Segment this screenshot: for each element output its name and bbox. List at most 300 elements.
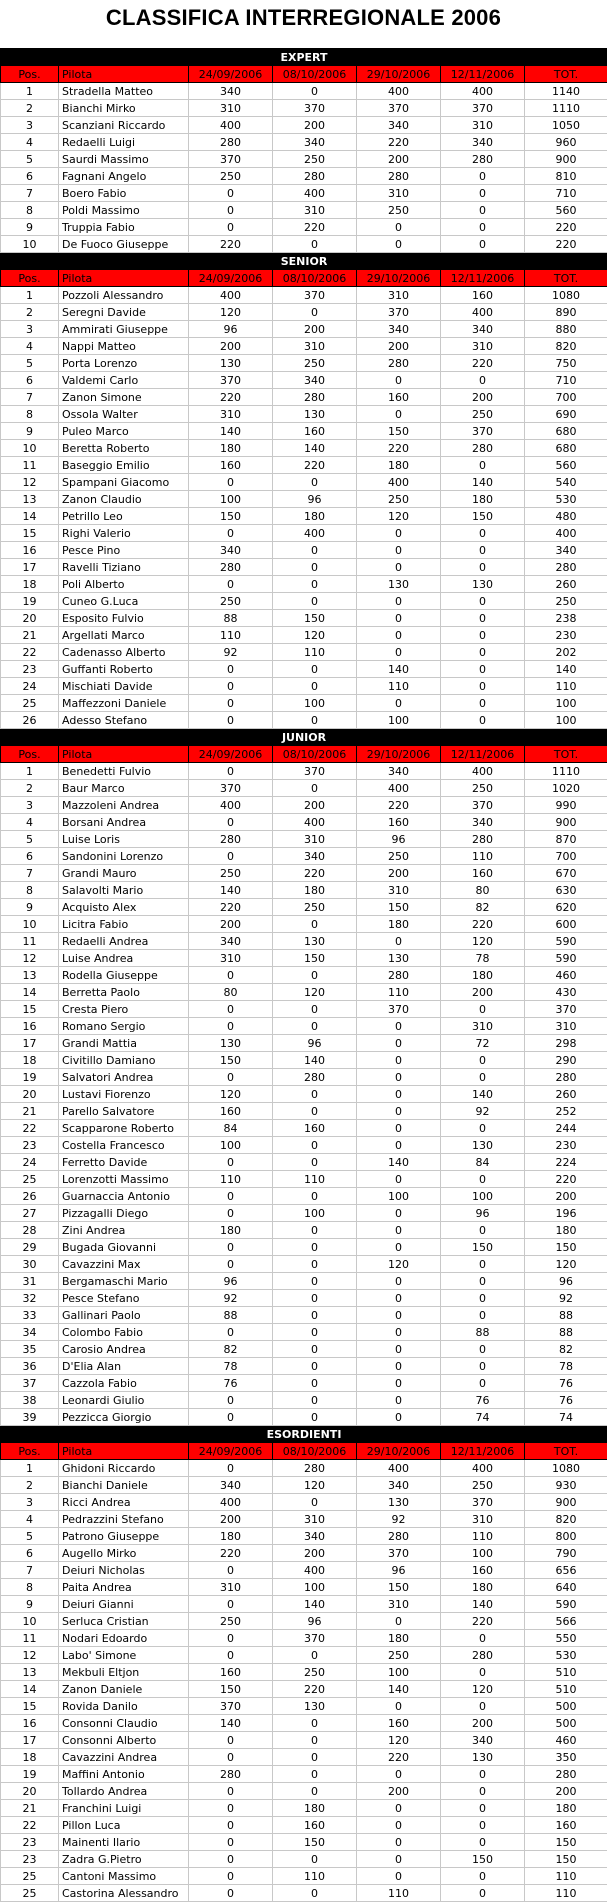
table-row xyxy=(1,1664,607,1681)
total-points-cell: 150 xyxy=(525,1239,607,1256)
race-2-points-cell: 120 xyxy=(273,984,357,1001)
total-points-cell: 298 xyxy=(525,1035,607,1052)
race-3-points-cell: 0 xyxy=(357,1120,441,1137)
total-points-cell: 220 xyxy=(525,1171,607,1188)
race-4-points-cell: 220 xyxy=(441,916,525,933)
table-row xyxy=(1,1477,607,1494)
total-points-cell: 990 xyxy=(525,797,607,814)
total-points-cell: 1110 xyxy=(525,100,607,117)
race-3-points-cell: 0 xyxy=(357,627,441,644)
driver-name-cell: Porta Lorenzo xyxy=(59,355,189,372)
race-3-points-cell: 370 xyxy=(357,1001,441,1018)
race-2-points-cell: 220 xyxy=(273,1681,357,1698)
race-2-points-cell: 200 xyxy=(273,117,357,134)
race-2-points-cell: 0 xyxy=(273,1324,357,1341)
race-4-points-cell: 280 xyxy=(441,1647,525,1664)
race-1-points-cell: 0 xyxy=(189,1205,273,1222)
position-cell: 4 xyxy=(1,1511,59,1528)
standings-table xyxy=(0,48,607,1902)
race-1-points-cell: 200 xyxy=(189,916,273,933)
position-cell: 16 xyxy=(1,1715,59,1732)
total-points-cell: 690 xyxy=(525,406,607,423)
race-1-points-cell: 160 xyxy=(189,1664,273,1681)
race-1-points-cell: 0 xyxy=(189,1562,273,1579)
total-points-cell: 250 xyxy=(525,593,607,610)
race-1-points-cell: 0 xyxy=(189,1239,273,1256)
table-row xyxy=(1,1239,607,1256)
race-2-points-cell: 0 xyxy=(273,967,357,984)
race-2-points-cell: 0 xyxy=(273,916,357,933)
driver-name-cell: Poli Alberto xyxy=(59,576,189,593)
position-cell: 35 xyxy=(1,1341,59,1358)
race-3-points-cell: 0 xyxy=(357,236,441,253)
total-points-cell: 74 xyxy=(525,1409,607,1426)
table-row xyxy=(1,1545,607,1562)
position-cell: 27 xyxy=(1,1205,59,1222)
total-points-cell: 252 xyxy=(525,1103,607,1120)
driver-name-cell: Bergamaschi Mario xyxy=(59,1273,189,1290)
race-4-points-cell: 0 xyxy=(441,610,525,627)
driver-name-cell: Bianchi Daniele xyxy=(59,1477,189,1494)
position-cell: 18 xyxy=(1,576,59,593)
column-header: Pilota xyxy=(59,270,189,287)
race-3-points-cell: 0 xyxy=(357,1273,441,1290)
race-2-points-cell: 160 xyxy=(273,1120,357,1137)
category-header-row xyxy=(1,1426,607,1443)
column-header: 24/09/2006 xyxy=(189,270,273,287)
race-4-points-cell: 250 xyxy=(441,406,525,423)
race-3-points-cell: 220 xyxy=(357,797,441,814)
race-3-points-cell: 0 xyxy=(357,1205,441,1222)
position-cell: 22 xyxy=(1,1120,59,1137)
table-row xyxy=(1,1562,607,1579)
position-cell: 13 xyxy=(1,491,59,508)
column-header-row xyxy=(1,1443,607,1460)
total-points-cell: 620 xyxy=(525,899,607,916)
race-1-points-cell: 370 xyxy=(189,780,273,797)
race-4-points-cell: 280 xyxy=(441,151,525,168)
race-1-points-cell: 340 xyxy=(189,933,273,950)
table-row xyxy=(1,1273,607,1290)
race-2-points-cell: 280 xyxy=(273,168,357,185)
race-3-points-cell: 220 xyxy=(357,1749,441,1766)
race-4-points-cell: 120 xyxy=(441,1681,525,1698)
position-cell: 19 xyxy=(1,593,59,610)
driver-name-cell: Parello Salvatore xyxy=(59,1103,189,1120)
race-1-points-cell: 370 xyxy=(189,151,273,168)
category-title: EXPERT xyxy=(1,49,607,66)
total-points-cell: 530 xyxy=(525,491,607,508)
race-1-points-cell: 0 xyxy=(189,1800,273,1817)
table-row xyxy=(1,661,607,678)
total-points-cell: 590 xyxy=(525,950,607,967)
total-points-cell: 160 xyxy=(525,1817,607,1834)
race-4-points-cell: 0 xyxy=(441,1834,525,1851)
driver-name-cell: Maffezzoni Daniele xyxy=(59,695,189,712)
race-4-points-cell: 120 xyxy=(441,933,525,950)
race-1-points-cell: 0 xyxy=(189,1188,273,1205)
race-3-points-cell: 370 xyxy=(357,304,441,321)
race-4-points-cell: 340 xyxy=(441,1732,525,1749)
race-3-points-cell: 96 xyxy=(357,1562,441,1579)
table-row xyxy=(1,1205,607,1222)
race-2-points-cell: 280 xyxy=(273,1460,357,1477)
table-row xyxy=(1,1460,607,1477)
race-2-points-cell: 150 xyxy=(273,1834,357,1851)
position-cell: 12 xyxy=(1,1647,59,1664)
table-row xyxy=(1,134,607,151)
race-2-points-cell: 0 xyxy=(273,1154,357,1171)
race-1-points-cell: 340 xyxy=(189,1477,273,1494)
race-1-points-cell: 220 xyxy=(189,1545,273,1562)
race-1-points-cell: 0 xyxy=(189,1783,273,1800)
category-title: JUNIOR xyxy=(1,729,607,746)
race-3-points-cell: 310 xyxy=(357,287,441,304)
column-header: 12/11/2006 xyxy=(441,66,525,83)
driver-name-cell: Argellati Marco xyxy=(59,627,189,644)
race-4-points-cell: 220 xyxy=(441,355,525,372)
race-2-points-cell: 0 xyxy=(273,1103,357,1120)
race-2-points-cell: 0 xyxy=(273,474,357,491)
driver-name-cell: Deiuri Nicholas xyxy=(59,1562,189,1579)
race-3-points-cell: 180 xyxy=(357,457,441,474)
position-cell: 26 xyxy=(1,1188,59,1205)
driver-name-cell: Scapparone Roberto xyxy=(59,1120,189,1137)
race-3-points-cell: 0 xyxy=(357,1834,441,1851)
race-4-points-cell: 0 xyxy=(441,1800,525,1817)
race-3-points-cell: 150 xyxy=(357,1579,441,1596)
race-1-points-cell: 140 xyxy=(189,1715,273,1732)
race-2-points-cell: 0 xyxy=(273,1341,357,1358)
race-3-points-cell: 0 xyxy=(357,1137,441,1154)
column-header: 29/10/2006 xyxy=(357,746,441,763)
race-4-points-cell: 160 xyxy=(441,1562,525,1579)
race-1-points-cell: 180 xyxy=(189,440,273,457)
driver-name-cell: Guffanti Roberto xyxy=(59,661,189,678)
table-row xyxy=(1,678,607,695)
table-row xyxy=(1,1358,607,1375)
driver-name-cell: Stradella Matteo xyxy=(59,83,189,100)
driver-name-cell: Sandonini Lorenzo xyxy=(59,848,189,865)
race-2-points-cell: 180 xyxy=(273,508,357,525)
driver-name-cell: Ferretto Davide xyxy=(59,1154,189,1171)
position-cell: 24 xyxy=(1,678,59,695)
race-4-points-cell: 80 xyxy=(441,882,525,899)
table-row xyxy=(1,1188,607,1205)
position-cell: 34 xyxy=(1,1324,59,1341)
driver-name-cell: Borsani Andrea xyxy=(59,814,189,831)
race-4-points-cell: 310 xyxy=(441,338,525,355)
race-2-points-cell: 140 xyxy=(273,440,357,457)
race-4-points-cell: 0 xyxy=(441,219,525,236)
driver-name-cell: Scanziani Riccardo xyxy=(59,117,189,134)
race-3-points-cell: 160 xyxy=(357,1715,441,1732)
race-4-points-cell: 0 xyxy=(441,1664,525,1681)
race-2-points-cell: 280 xyxy=(273,389,357,406)
race-1-points-cell: 150 xyxy=(189,1052,273,1069)
race-2-points-cell: 0 xyxy=(273,1375,357,1392)
driver-name-cell: Ricci Andrea xyxy=(59,1494,189,1511)
total-points-cell: 880 xyxy=(525,321,607,338)
driver-name-cell: Colombo Fabio xyxy=(59,1324,189,1341)
table-row xyxy=(1,1681,607,1698)
race-3-points-cell: 0 xyxy=(357,559,441,576)
table-row xyxy=(1,287,607,304)
race-4-points-cell: 250 xyxy=(441,1477,525,1494)
race-2-points-cell: 220 xyxy=(273,865,357,882)
race-1-points-cell: 0 xyxy=(189,1834,273,1851)
table-row xyxy=(1,525,607,542)
race-3-points-cell: 180 xyxy=(357,1630,441,1647)
position-cell: 13 xyxy=(1,1664,59,1681)
total-points-cell: 900 xyxy=(525,1494,607,1511)
position-cell: 11 xyxy=(1,457,59,474)
race-3-points-cell: 0 xyxy=(357,1851,441,1868)
race-3-points-cell: 0 xyxy=(357,1698,441,1715)
total-points-cell: 656 xyxy=(525,1562,607,1579)
table-row xyxy=(1,882,607,899)
position-cell: 15 xyxy=(1,1698,59,1715)
race-4-points-cell: 0 xyxy=(441,695,525,712)
driver-name-cell: Deiuri Gianni xyxy=(59,1596,189,1613)
race-2-points-cell: 0 xyxy=(273,1086,357,1103)
table-row xyxy=(1,865,607,882)
race-2-points-cell: 220 xyxy=(273,219,357,236)
position-cell: 32 xyxy=(1,1290,59,1307)
race-1-points-cell: 0 xyxy=(189,848,273,865)
position-cell: 11 xyxy=(1,933,59,950)
race-2-points-cell: 310 xyxy=(273,831,357,848)
race-4-points-cell: 110 xyxy=(441,848,525,865)
table-row xyxy=(1,1749,607,1766)
total-points-cell: 1110 xyxy=(525,763,607,780)
race-1-points-cell: 0 xyxy=(189,1069,273,1086)
total-points-cell: 400 xyxy=(525,525,607,542)
total-points-cell: 710 xyxy=(525,372,607,389)
race-3-points-cell: 310 xyxy=(357,882,441,899)
race-3-points-cell: 310 xyxy=(357,185,441,202)
position-cell: 10 xyxy=(1,1613,59,1630)
total-points-cell: 566 xyxy=(525,1613,607,1630)
driver-name-cell: Patrono Giuseppe xyxy=(59,1528,189,1545)
race-2-points-cell: 96 xyxy=(273,491,357,508)
driver-name-cell: Augello Mirko xyxy=(59,1545,189,1562)
total-points-cell: 196 xyxy=(525,1205,607,1222)
race-1-points-cell: 82 xyxy=(189,1341,273,1358)
position-cell: 1 xyxy=(1,83,59,100)
total-points-cell: 540 xyxy=(525,474,607,491)
race-4-points-cell: 0 xyxy=(441,236,525,253)
total-points-cell: 180 xyxy=(525,1222,607,1239)
total-points-cell: 510 xyxy=(525,1681,607,1698)
table-row xyxy=(1,542,607,559)
race-3-points-cell: 0 xyxy=(357,1392,441,1409)
total-points-cell: 500 xyxy=(525,1715,607,1732)
race-4-points-cell: 96 xyxy=(441,1205,525,1222)
position-cell: 7 xyxy=(1,389,59,406)
race-3-points-cell: 0 xyxy=(357,644,441,661)
driver-name-cell: Saurdi Massimo xyxy=(59,151,189,168)
total-points-cell: 590 xyxy=(525,933,607,950)
driver-name-cell: Pozzoli Alessandro xyxy=(59,287,189,304)
column-header: 12/11/2006 xyxy=(441,746,525,763)
table-row xyxy=(1,763,607,780)
race-1-points-cell: 200 xyxy=(189,338,273,355)
race-3-points-cell: 220 xyxy=(357,134,441,151)
race-1-points-cell: 76 xyxy=(189,1375,273,1392)
race-4-points-cell: 200 xyxy=(441,984,525,1001)
race-3-points-cell: 0 xyxy=(357,933,441,950)
position-cell: 20 xyxy=(1,1783,59,1800)
race-1-points-cell: 88 xyxy=(189,610,273,627)
column-header: Pilota xyxy=(59,66,189,83)
race-4-points-cell: 130 xyxy=(441,576,525,593)
position-cell: 3 xyxy=(1,117,59,134)
position-cell: 11 xyxy=(1,1630,59,1647)
table-row xyxy=(1,1817,607,1834)
total-points-cell: 100 xyxy=(525,712,607,729)
total-points-cell: 290 xyxy=(525,1052,607,1069)
race-4-points-cell: 340 xyxy=(441,134,525,151)
table-row xyxy=(1,593,607,610)
total-points-cell: 224 xyxy=(525,1154,607,1171)
race-3-points-cell: 250 xyxy=(357,491,441,508)
driver-name-cell: Grandi Mattia xyxy=(59,1035,189,1052)
column-header: Pos. xyxy=(1,1443,59,1460)
race-3-points-cell: 340 xyxy=(357,1477,441,1494)
total-points-cell: 280 xyxy=(525,1069,607,1086)
race-4-points-cell: 310 xyxy=(441,1018,525,1035)
driver-name-cell: Consonni Alberto xyxy=(59,1732,189,1749)
race-2-points-cell: 130 xyxy=(273,406,357,423)
race-2-points-cell: 0 xyxy=(273,1222,357,1239)
race-4-points-cell: 72 xyxy=(441,1035,525,1052)
driver-name-cell: Tollardo Andrea xyxy=(59,1783,189,1800)
race-4-points-cell: 0 xyxy=(441,202,525,219)
race-2-points-cell: 0 xyxy=(273,576,357,593)
total-points-cell: 870 xyxy=(525,831,607,848)
table-row xyxy=(1,355,607,372)
driver-name-cell: Baseggio Emilio xyxy=(59,457,189,474)
table-row xyxy=(1,712,607,729)
race-3-points-cell: 92 xyxy=(357,1511,441,1528)
total-points-cell: 900 xyxy=(525,151,607,168)
race-3-points-cell: 100 xyxy=(357,1188,441,1205)
driver-name-cell: Labo' Simone xyxy=(59,1647,189,1664)
race-4-points-cell: 130 xyxy=(441,1749,525,1766)
race-3-points-cell: 0 xyxy=(357,1375,441,1392)
race-4-points-cell: 0 xyxy=(441,1766,525,1783)
column-header: TOT. xyxy=(525,1443,607,1460)
race-3-points-cell: 0 xyxy=(357,695,441,712)
total-points-cell: 460 xyxy=(525,1732,607,1749)
race-4-points-cell: 0 xyxy=(441,644,525,661)
total-points-cell: 680 xyxy=(525,423,607,440)
position-cell: 10 xyxy=(1,236,59,253)
total-points-cell: 1080 xyxy=(525,1460,607,1477)
position-cell: 8 xyxy=(1,882,59,899)
position-cell: 22 xyxy=(1,644,59,661)
table-row xyxy=(1,1171,607,1188)
race-4-points-cell: 0 xyxy=(441,712,525,729)
table-row xyxy=(1,321,607,338)
race-2-points-cell: 340 xyxy=(273,372,357,389)
total-points-cell: 140 xyxy=(525,661,607,678)
driver-name-cell: Lorenzotti Massimo xyxy=(59,1171,189,1188)
race-2-points-cell: 160 xyxy=(273,1817,357,1834)
driver-name-cell: Poldi Massimo xyxy=(59,202,189,219)
table-row xyxy=(1,1409,607,1426)
position-cell: 10 xyxy=(1,440,59,457)
race-3-points-cell: 400 xyxy=(357,780,441,797)
race-3-points-cell: 200 xyxy=(357,1783,441,1800)
race-2-points-cell: 0 xyxy=(273,1885,357,1902)
position-cell: 14 xyxy=(1,1681,59,1698)
race-2-points-cell: 96 xyxy=(273,1035,357,1052)
race-1-points-cell: 110 xyxy=(189,1171,273,1188)
race-4-points-cell: 74 xyxy=(441,1409,525,1426)
race-4-points-cell: 82 xyxy=(441,899,525,916)
race-1-points-cell: 0 xyxy=(189,661,273,678)
race-2-points-cell: 0 xyxy=(273,661,357,678)
driver-name-cell: Consonni Claudio xyxy=(59,1715,189,1732)
driver-name-cell: Adesso Stefano xyxy=(59,712,189,729)
driver-name-cell: Benedetti Fulvio xyxy=(59,763,189,780)
column-header: Pilota xyxy=(59,746,189,763)
driver-name-cell: Zanon Daniele xyxy=(59,1681,189,1698)
column-header: 08/10/2006 xyxy=(273,270,357,287)
total-points-cell: 820 xyxy=(525,338,607,355)
race-4-points-cell: 160 xyxy=(441,865,525,882)
race-2-points-cell: 130 xyxy=(273,933,357,950)
race-3-points-cell: 400 xyxy=(357,474,441,491)
driver-name-cell: Redaelli Andrea xyxy=(59,933,189,950)
race-1-points-cell: 280 xyxy=(189,134,273,151)
race-2-points-cell: 250 xyxy=(273,1664,357,1681)
position-cell: 7 xyxy=(1,865,59,882)
column-header: TOT. xyxy=(525,746,607,763)
race-2-points-cell: 96 xyxy=(273,1613,357,1630)
driver-name-cell: Castorina Alessandro xyxy=(59,1885,189,1902)
table-row xyxy=(1,848,607,865)
race-4-points-cell: 100 xyxy=(441,1545,525,1562)
total-points-cell: 460 xyxy=(525,967,607,984)
table-row xyxy=(1,1834,607,1851)
race-4-points-cell: 140 xyxy=(441,1086,525,1103)
driver-name-cell: Licitra Fabio xyxy=(59,916,189,933)
table-row xyxy=(1,797,607,814)
position-cell: 7 xyxy=(1,185,59,202)
position-cell: 8 xyxy=(1,406,59,423)
race-2-points-cell: 280 xyxy=(273,1069,357,1086)
race-4-points-cell: 370 xyxy=(441,100,525,117)
race-1-points-cell: 250 xyxy=(189,168,273,185)
position-cell: 19 xyxy=(1,1766,59,1783)
total-points-cell: 88 xyxy=(525,1324,607,1341)
position-cell: 24 xyxy=(1,1154,59,1171)
total-points-cell: 260 xyxy=(525,576,607,593)
position-cell: 8 xyxy=(1,202,59,219)
race-3-points-cell: 280 xyxy=(357,355,441,372)
table-row xyxy=(1,1154,607,1171)
total-points-cell: 260 xyxy=(525,1086,607,1103)
position-cell: 3 xyxy=(1,797,59,814)
race-2-points-cell: 250 xyxy=(273,151,357,168)
race-3-points-cell: 0 xyxy=(357,1766,441,1783)
race-1-points-cell: 0 xyxy=(189,1324,273,1341)
race-1-points-cell: 400 xyxy=(189,117,273,134)
race-3-points-cell: 0 xyxy=(357,1817,441,1834)
